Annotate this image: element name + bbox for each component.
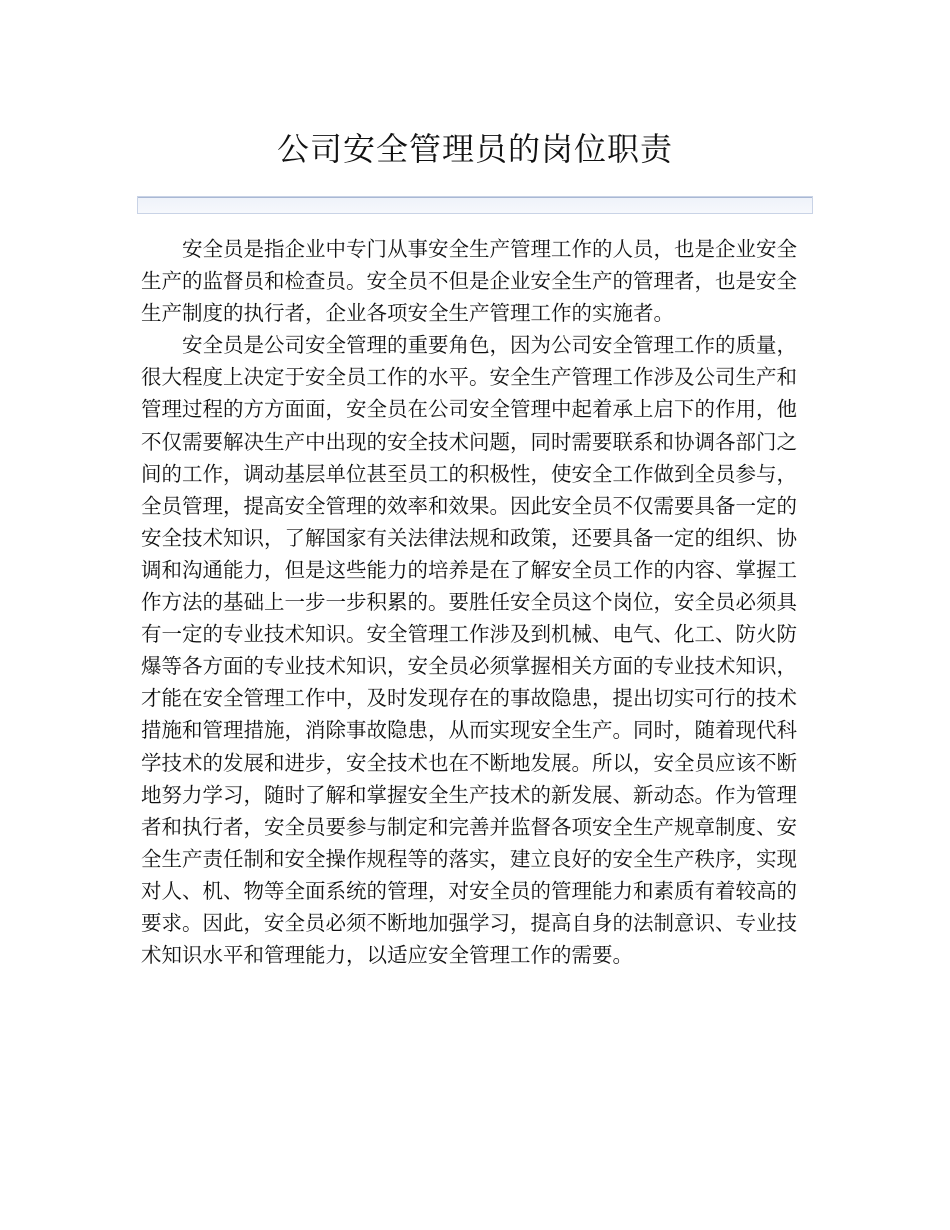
document-title: 公司安全管理员的岗位职责 <box>276 130 673 168</box>
paragraph-role: 安全员是公司安全管理的重要角色，因为公司安全管理工作的质量，很大程度上决定于安全员工作的水平。安全生产管理工作涉及公司生产和管理过程的方方面面，安全员在公司安全管理中起着承上启下的作用，他不仅需要解决生产中出现的安全技术问题，同时需要联系和协调各部门之间的工作，调动基层单位甚至员工的积极性，使安全工作做到全员参与，全员管理，提高安全管理的效率和效果。因此安全员不仅需要具备一定的安全技术知识，了解国家有关法律法规和政策，还要具备一定的组织、协调和沟通能力，但是这些能力的培养是在了解安全员工作的内容、掌握工作方法的基础上一步一步积累的。要胜任安全员这个岗位，安全员必须具有一定的专业技术知识。安全管理工作涉及到机械、电气、化工、防火防爆等各方面的专业技术知识，安全员必须掌握相关方面的专业技术知识，才能在安全管理工作中，及时发现存在的事故隐患，提出切实可行的技术措施和管理措施，消除事故隐患，从而实现安全生产。同时，随着现代科学技术的发展和进步，安全技术也在不断地发展。所以，安全员应该不断地努力学习，随时了解和掌握安全生产技术的新发展、新动态。作为管理者和执行者，安全员要参与制定和完善并监督各项安全生产规章制度、安全生产责任制和安全操作规程等的落实，建立良好的安全生产秩序，实现对人、机、物等全面系统的管理，对安全员的管理能力和素质有着较高的要求。因此，安全员必须不断地加强学习，提高自身的法制意识、专业技术知识水平和管理能力，以适应安全管理工作的需要。 <box>141 333 797 968</box>
document-body <box>141 233 797 971</box>
paragraph-intro: 安全员是指企业中专门从事安全生产管理工作的人员，也是企业安全生产的监督员和检查员。安全员不但是企业安全生产的管理者，也是安全生产制度的执行者，企业各项安全生产管理工作的实施者。 <box>141 237 797 326</box>
title-divider <box>137 196 813 214</box>
